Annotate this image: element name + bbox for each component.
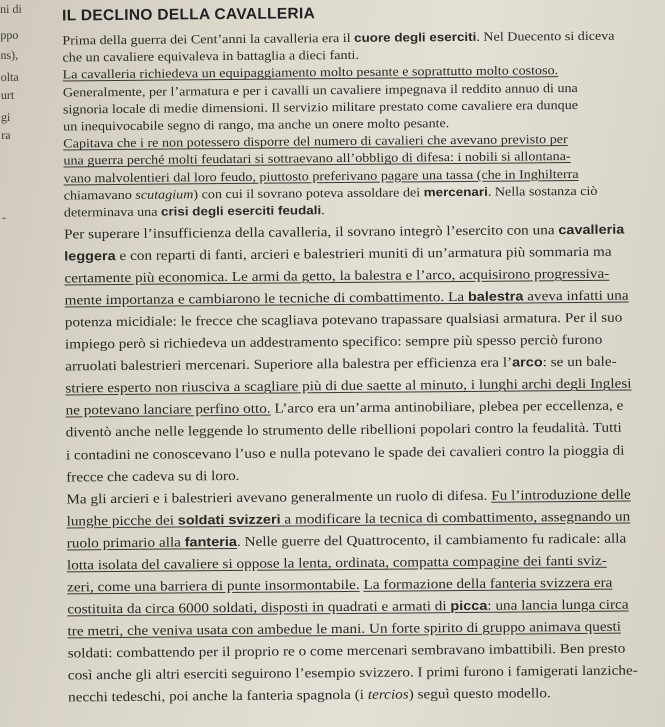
- text-line: [66, 485, 631, 507]
- text-run: i contadini ne conoscevano l’uso e nulla potevano le spade dei cavalieri contro la pioggia di: [65, 442, 625, 462]
- text-line: [67, 617, 621, 639]
- bold-term: leggera: [64, 248, 116, 264]
- text-line: [68, 684, 551, 705]
- text-run: zeri, come una barriera di punte insormontabile.: [67, 576, 360, 595]
- text-run: soldati: combattendo per il proprio re o come mercenari sembravano imbattibili. Ben presto: [67, 640, 626, 661]
- margin-fragment: gi: [0, 109, 11, 124]
- text-run: ) con cui il sovrano poteva assoldare dei: [193, 185, 424, 202]
- text-run: frecce che cadeva su di loro.: [66, 467, 240, 484]
- bold-term: soldati svizzeri: [177, 511, 281, 528]
- margin-fragment: olta: [0, 69, 19, 84]
- text-line: [68, 640, 626, 662]
- text-run: una lancia lunga circa: [495, 596, 629, 613]
- bold-term: balestra: [467, 288, 524, 305]
- text-run: .: [321, 203, 325, 218]
- text-run: arruolati balestrieri mercenari. Superiore alla balestra per efficienza era l’: [65, 354, 513, 374]
- text-run: vano malvolentieri dal loro feudo, piuttosto preferivano pagare una tassa (che in Inghilterra: [63, 166, 579, 186]
- text-run: Prima della guerra dei Cent’anni la cavalleria era il: [62, 30, 355, 48]
- text-run: La cavalleria richiedeva un equipaggiamento molto pesante e soprattutto molto costoso.: [62, 63, 559, 82]
- section-title: IL DECLINO DELLA CAVALLERIA: [62, 5, 316, 25]
- text-line: [65, 309, 623, 331]
- text-run: impiego però si richiedeva un addestramento specifico: sempre più spesso perciò furono: [64, 332, 603, 352]
- text-run: un inequivocabile segno di rango, ma anche un onere molto pesante.: [63, 116, 450, 134]
- text-run: ne potevano lanciare perfino otto.: [65, 401, 271, 418]
- text-line: [64, 265, 609, 287]
- bold-term: cuore degli eserciti: [354, 29, 477, 45]
- margin-fragment: ns),: [0, 47, 19, 62]
- margin-fragment: ra: [1, 127, 11, 142]
- text-run: : se un bale-: [542, 353, 617, 370]
- text-run: lunghe picche dei: [66, 512, 178, 529]
- bold-term: crisi degli eserciti feudali: [160, 203, 322, 219]
- text-run: Capitava che i re non potessero disporre del numero di cavalieri che avevano previsto per: [63, 132, 568, 151]
- text-run: Generalmente, per l’armatura e per i cavalli un cavaliere impegnava il reddito annuo di una: [62, 80, 578, 100]
- text-line: [66, 419, 622, 441]
- text-line: [67, 551, 607, 573]
- text-run: Per superare l’insufficienza della cavalleria, il sovrano integrò l’esercito con una: [63, 222, 559, 242]
- text-run: La formazione della fanteria svizzera era: [363, 574, 613, 592]
- text-run: chiamavano: [63, 187, 136, 203]
- text-line: [64, 243, 611, 265]
- text-run: aveva infatti una: [523, 287, 629, 304]
- text-run: determinava una: [63, 204, 162, 220]
- text-line: [62, 48, 359, 66]
- text-line: [67, 529, 627, 551]
- bold-term: picca: [450, 597, 488, 613]
- margin-fragment: ni di: [0, 1, 22, 16]
- text-run: L’arco era un’arma antinobiliare, plebea per eccellenza, e: [270, 397, 624, 417]
- text-run: ruolo primario alla: [66, 534, 185, 551]
- text-line: [64, 184, 598, 204]
- text-line: [66, 507, 630, 529]
- text-run: . Nel Duecento si diceva: [476, 28, 615, 44]
- text-run: striere esperto non riusciva a scagliare più di due saette al minuto, i lunghi archi degli Inglesi: [65, 375, 632, 396]
- text-line: [63, 81, 578, 100]
- text-line: [68, 661, 638, 683]
- text-line: [64, 221, 624, 243]
- margin-fragment: urt: [0, 87, 15, 102]
- text-run: ) seguì questo modello.: [408, 685, 551, 702]
- text-run: potenza micidiale: le frecce che scagliava potevano trapassare qualsiasi armatura. Per il suo: [64, 309, 623, 330]
- text-line: [65, 331, 603, 353]
- text-line: [64, 203, 325, 220]
- italic-term: scutagium: [135, 187, 194, 202]
- margin-fragment: -: [1, 209, 6, 224]
- text-run: signoria locale di medie dimensioni. Il servizio militare prestato come cavaliere era dunque: [62, 97, 579, 117]
- text-line: [66, 441, 625, 463]
- text-run: mente importanza e cambiarono le tecniche di combattimento. La: [64, 289, 468, 308]
- bold-term: mercenari: [423, 184, 488, 200]
- text-line: [63, 149, 570, 168]
- bold-term: arco: [512, 354, 543, 370]
- text-line: [66, 466, 239, 485]
- text-run: e con reparti di fanti, arcieri e balestrieri muniti di un’armatura più sommaria ma: [115, 243, 612, 264]
- text-run: costituita da circa 6000 soldati, disposti in quadrati e armati di: [67, 597, 451, 617]
- text-line: [66, 397, 624, 419]
- text-run: a modificare la tecnica di combattimento, assegnando un: [280, 508, 631, 527]
- text-run: Ma gli arcieri e i balestrieri avevano generalmente un ruolo di difesa.: [66, 487, 492, 507]
- text-line: [62, 29, 614, 49]
- text-run: tre metri, che veniva usata con ambedue le mani.: [67, 620, 366, 639]
- italic-term: tercios: [367, 686, 409, 702]
- text-run: diventò anche nelle leggende lo strumento delle ribellioni popolari contro la feudalità. Tutti: [65, 420, 622, 440]
- text-run: Un forte spirito di gruppo animava questi: [365, 618, 621, 636]
- text-run: :: [487, 597, 496, 613]
- text-run: una guerra perché molti feudatari si sottraevano all’obbligo di difesa: i nobili si allontana-: [63, 149, 571, 168]
- text-line: [63, 132, 568, 151]
- text-line: [65, 375, 631, 397]
- text-run: lotta isolata del cavaliere si oppose la lenta, ordinata, compatta compagine dei fanti sviz-: [66, 552, 607, 573]
- text-line: [63, 116, 449, 134]
- text-run: certamente più economica. Le armi da getto, la balestra e l’arco, acquisirono progressiva-: [64, 265, 610, 286]
- text-line: [63, 167, 578, 186]
- text-run: Fu l’introduzione delle: [491, 486, 631, 503]
- text-line: [65, 353, 617, 375]
- text-line: [65, 287, 629, 309]
- margin-fragment: ppo: [0, 27, 19, 42]
- bold-term: fanteria: [184, 533, 237, 550]
- text-line: [67, 573, 612, 595]
- text-line: [63, 98, 578, 117]
- text-run: che un cavaliere equivaleva in battaglia a dieci fanti.: [62, 48, 360, 65]
- text-run: . Nella sostanza ciò: [487, 183, 598, 199]
- bold-term: cavalleria: [558, 221, 625, 238]
- text-run: . Nelle guerre del Quattrocento, il cambiamento fu radicale: alla: [236, 530, 627, 549]
- text-line: [67, 595, 628, 617]
- text-line: [63, 64, 559, 83]
- text-run: necchi tedeschi, poi anche la fanteria spagnola (i: [68, 686, 368, 705]
- text-run: così anche gli altri eserciti seguirono l’esempio svizzero. I primi furono i famigerati lanziche-: [67, 662, 638, 683]
